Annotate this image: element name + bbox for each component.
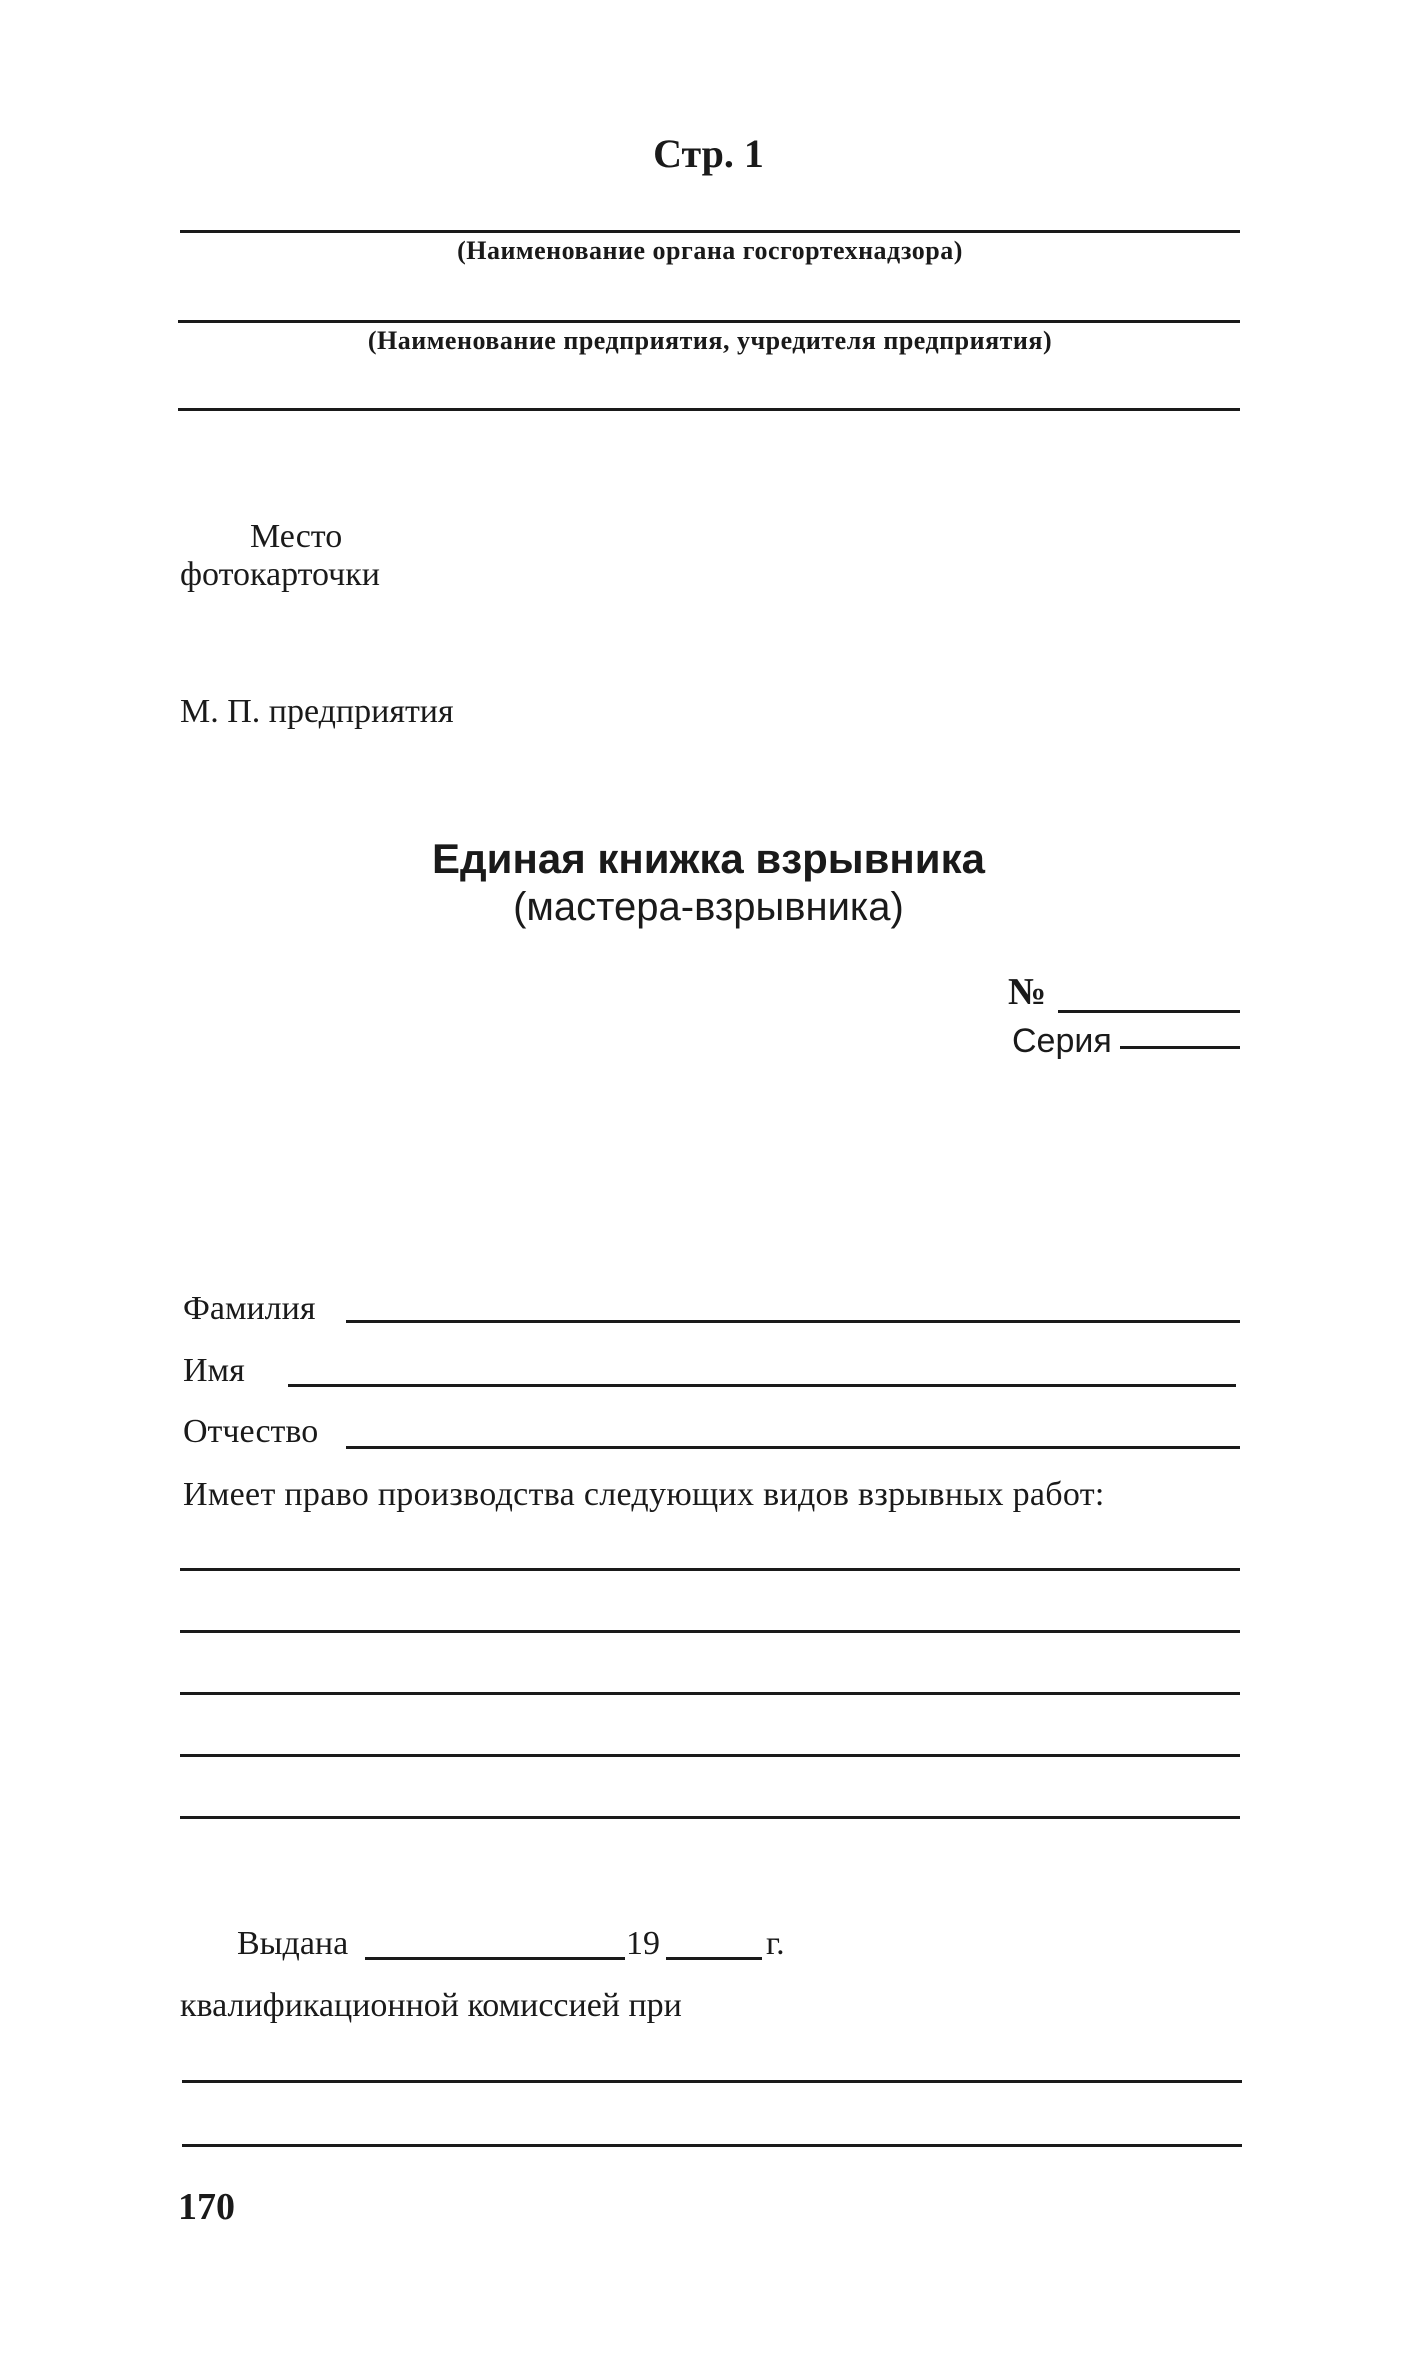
issued-date-line[interactable] bbox=[365, 1957, 625, 1960]
title-main: Единая книжка взрывника bbox=[431, 835, 986, 882]
number-line[interactable] bbox=[1058, 1010, 1240, 1013]
rights-line-1[interactable] bbox=[180, 1568, 1240, 1571]
rights-line-5[interactable] bbox=[180, 1816, 1240, 1819]
rights-line-2[interactable] bbox=[180, 1630, 1240, 1633]
name-line[interactable] bbox=[288, 1384, 1236, 1387]
rights-line-3[interactable] bbox=[180, 1692, 1240, 1695]
authority-caption: (Наименование органа госгортехнадзора) bbox=[457, 236, 963, 265]
page-label: Стр. 1 bbox=[653, 131, 764, 176]
extra-line[interactable] bbox=[178, 408, 1240, 411]
page-number: 170 bbox=[178, 2186, 235, 2228]
enterprise-caption: (Наименование предприятия, учредителя предприятия) bbox=[367, 326, 1053, 355]
stamp-label: М. П. предприятия bbox=[180, 693, 454, 730]
surname-label: Фамилия bbox=[183, 1290, 316, 1327]
surname-line[interactable] bbox=[346, 1320, 1240, 1323]
commission-line-1[interactable] bbox=[182, 2080, 1242, 2083]
issued-year-suffix: г. bbox=[766, 1925, 785, 1962]
photo-place-line2: фотокарточки bbox=[180, 556, 380, 593]
photo-place bbox=[180, 518, 380, 594]
rights-label: Имеет право производства следующих видов взрывных работ: bbox=[183, 1476, 1105, 1513]
patronymic-label: Отчество bbox=[183, 1413, 319, 1450]
authority-line[interactable] bbox=[180, 230, 1240, 233]
document-title bbox=[0, 835, 1417, 930]
enterprise-line[interactable] bbox=[178, 320, 1240, 323]
name-label: Имя bbox=[183, 1352, 245, 1389]
issued-year-line[interactable] bbox=[666, 1957, 762, 1960]
series-line[interactable] bbox=[1120, 1046, 1240, 1049]
issued-year-prefix: 19 bbox=[626, 1925, 660, 1962]
number-label: № bbox=[1008, 971, 1047, 1013]
patronymic-line[interactable] bbox=[346, 1446, 1240, 1449]
title-sub: (мастера-взрывника) bbox=[513, 885, 904, 929]
commission-line-2[interactable] bbox=[182, 2144, 1242, 2147]
commission-label: квалификационной комиссией при bbox=[180, 1987, 682, 2024]
issued-label: Выдана bbox=[237, 1925, 349, 1962]
rights-line-4[interactable] bbox=[180, 1754, 1240, 1757]
series-label: Серия bbox=[1012, 1022, 1112, 1060]
photo-place-line1: Место bbox=[250, 518, 343, 555]
